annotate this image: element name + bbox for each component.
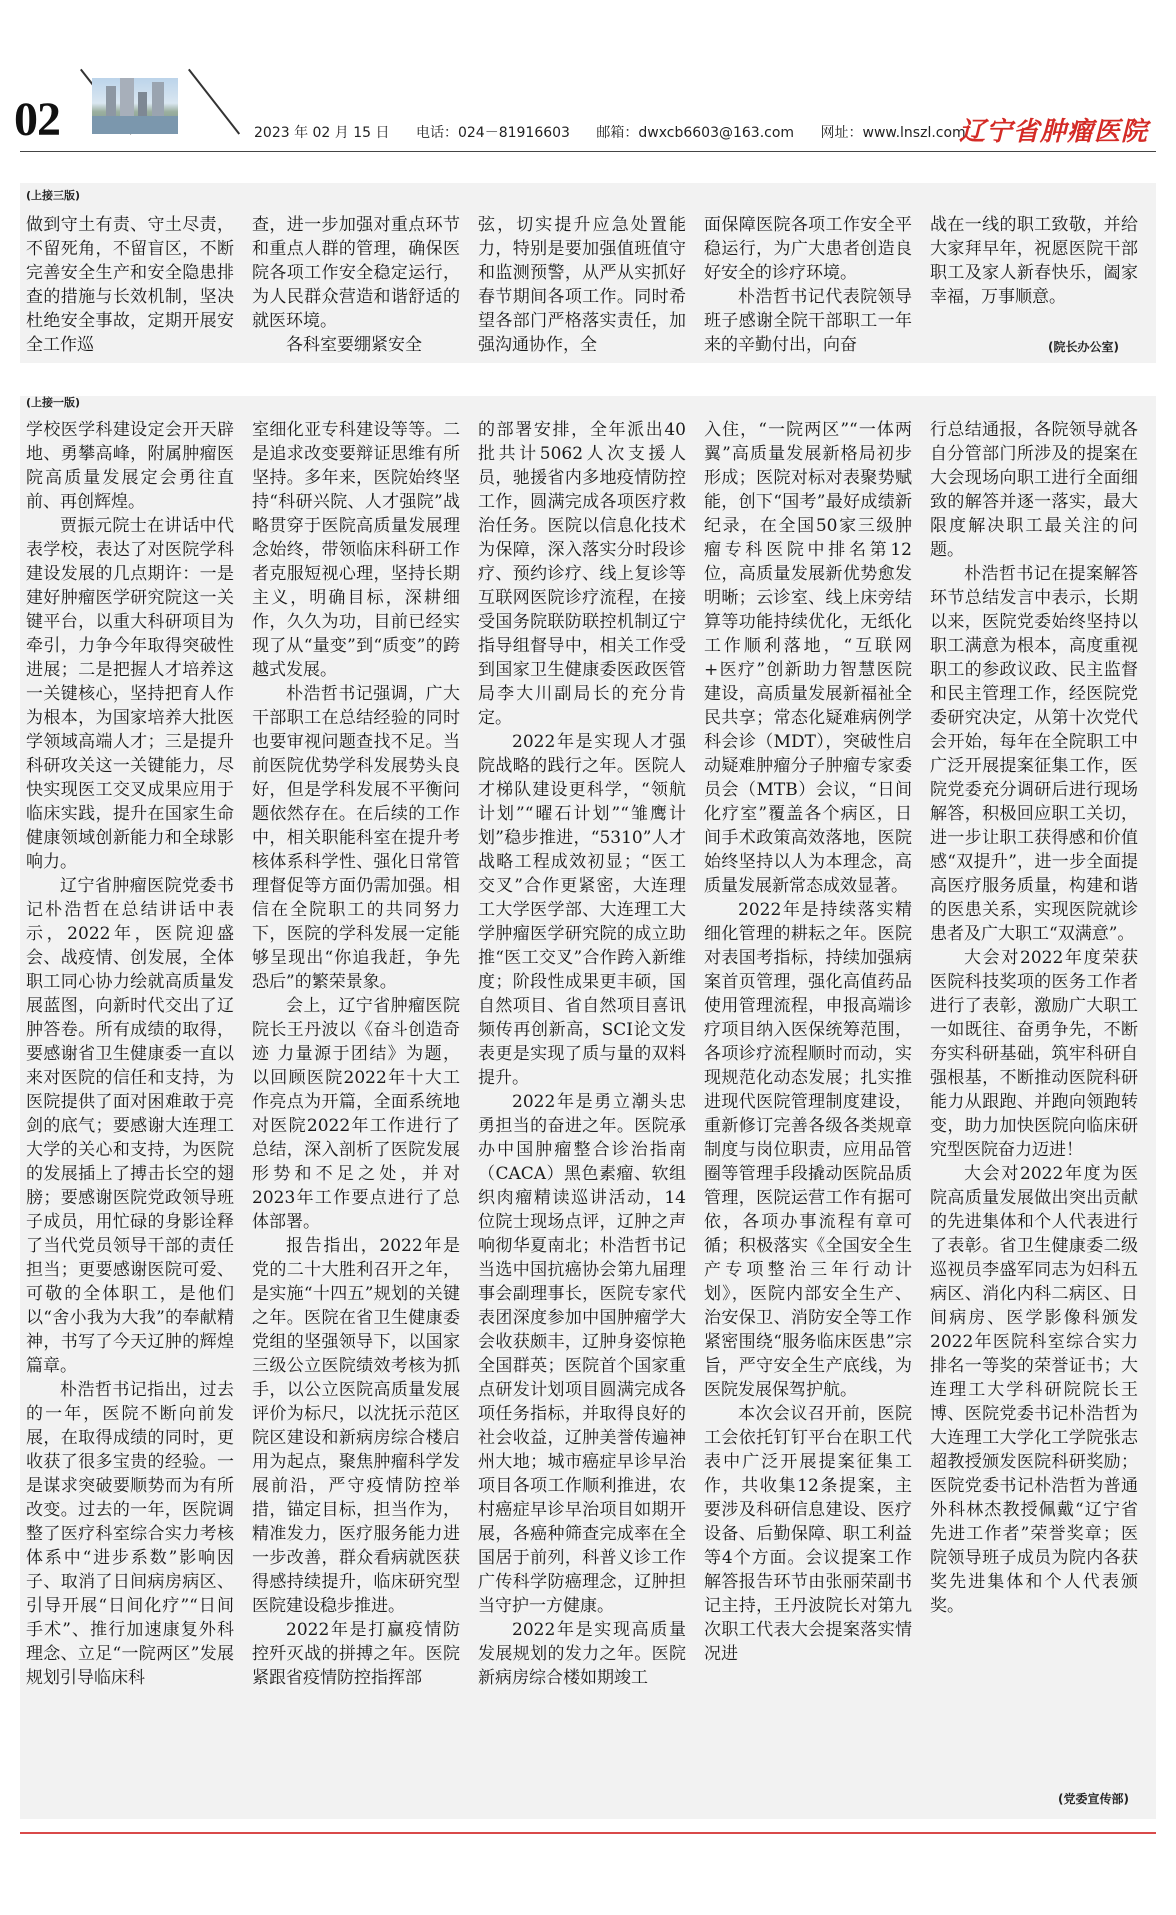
s1-c2-p1: 查，进一步加强对重点环节和重点人群的管理，确保医院各项工作安全稳定运行，为人民群众营造和谐舒适的就医环境。 <box>252 215 460 331</box>
s2-c4-p2: 2022年是持续落实精细化管理的耕耘之年。医院对表国考指标，持续加强病案首页管理，强化高值药品使用管理流程，申报高端诊疗项目纳入医保统筹范围，各项诊疗流程顺时而动，实现规范化动态发展；扎实推进现代医院管理制度建设，重新修订完善各级各类规章制度与岗位职责，应用品管圈等管理手段撬动医院品质管理，医院运营工作有据可依，各项办事流程有章可循；积极落实《全国安全生产专项整治三年行动计划》，医院内部安全生产、治安保卫、消防安全等工作紧密围绕“服务临床医患”宗旨，严守安全生产底线，为医院发展保驾护航。 <box>704 900 912 1400</box>
s2-column-2 <box>252 418 460 1690</box>
s2-c5-p2: 朴浩哲书记在提案解答环节总结发言中表示，长期以来，医院党委始终坚持以职工满意为根本，高度重视职工的参政议政、民主监督和民主管理工作，经医院党委研究决定，从第十次党代会开始，每年在全院职工中广泛开展提案征集工作，医院党委充分调研后进行现场解答，积极回应职工关切，进一步让职工获得感和价值感“双提升”，进一步全面提高医疗服务质量，构建和谐的医患关系，实现医院就诊患者及广大职工“双满意”。 <box>930 564 1138 944</box>
s2-c3-p4: 2022年是实现高质量发展规划的发力之年。医院新病房综合楼如期竣工 <box>478 1620 686 1688</box>
s2-column-3 <box>478 418 686 1690</box>
s1-c2-p2: 各科室要绷紧安全 <box>286 335 422 355</box>
s1-c4-p1: 面保障医院各项工作安全平稳运行，为广大患者创造良好安全的诊疗环境。 <box>704 215 912 283</box>
s1-c5-p1: 战在一线的职工致敬，并给大家拜早年，祝愿医院干部职工及家人新春快乐，阖家幸福，万事顺意。 <box>930 215 1138 307</box>
masthead-info <box>254 122 988 142</box>
masthead-divider-right <box>188 69 240 135</box>
s2-c1-p3: 辽宁省肿瘤医院党委书记朴浩哲在总结讲话中表示，2022年，医院迎盛会、战疫情、创发展，全体职工同心协力绘就高质量发展蓝图，向新时代交出了辽肿答卷。所有成绩的取得，要感谢省卫生健康委一直以来对医院的信任和支持，为医院提供了面对困难敢于亮剑的底气；要感谢大连理工大学的关心和支持，为医院的发展插上了搏击长空的翅膀；要感谢医院党政领导班子成员，用忙碌的身影诠释了当代党员领导干部的责任担当；更要感谢医院可爱、可敬的全体职工，是他们以“舍小我为大我”的奉献精神，书写了今天辽肿的辉煌篇章。 <box>26 876 234 1376</box>
s2-column-5 <box>930 418 1138 1618</box>
s1-c4-p2: 朴浩哲书记代表院领导班子感谢全院干部职工一年来的辛勤付出，向奋 <box>704 287 912 355</box>
s2-column-4 <box>704 418 912 1666</box>
s2-c5-p3: 大会对2022年度荣获医院科技奖项的医务工作者进行了表彰，激励广大职工一如既往、奋勇争先，不断夯实科研基础，筑牢科研自强根基，不断推动医院科研能力从跟跑、并跑向领跑转变，助力加快医院向临床研究型医院奋力迈进！ <box>930 948 1138 1160</box>
s2-c2-p2: 朴浩哲书记强调，广大干部职工在总结经验的同时也要审视问题查找不足。当前医院优势学科发展势头良好，但是学科发展不平衡问题依然存在。在后续的工作中，相关职能科室在提升考核体系科学性、强化日常管理督促等方面仍需加强。相信在全院职工的共同努力下，医院的学科发展一定能够呈现出“你追我赶，争先恐后”的繁荣景象。 <box>252 684 460 992</box>
continued-label-2: (上接一版) <box>26 396 81 409</box>
s2-c1-p2: 贾振元院士在讲话中代表学校，表达了对医院学科建设发展的几点期许：一是建好肿瘤医学研究院这一关键平台，以重大科研项目为牵引，力争今年取得突破性进展；二是把握人才培养这一关键核心，坚持把育人作为根本，为国家培养大批医学领域高端人才；三是提升科研攻关这一关键能力，尽快实现医工交叉成果应用于临床实践，提升在国家生命健康领域创新能力和全球影响力。 <box>26 516 234 872</box>
s2-c2-p1: 室细化亚专科建设等等。二是追求改变要辩证思维有所坚持。多年来，医院始终坚持“科研兴院、人才强院”战略贯穿于医院高质量发展理念始终，带领临床科研工作者克服短视心理，坚持长期主义，明确目标，深耕细作，久久为功，目前已经实现了从“量变”到“质变”的跨越式发展。 <box>252 420 460 680</box>
s2-c5-p1: 行总结通报，各院领导就各自分管部门所涉及的提案在大会现场向职工进行全面细致的解答并逐一落实，最大限度解决职工最关注的问题。 <box>930 420 1138 560</box>
s1-column-1 <box>26 213 234 357</box>
s2-c1-p1: 学校医学科建设定会开天辟地、勇攀高峰，附属肿瘤医院高质量发展定会勇往直前、再创辉煌。 <box>26 420 234 512</box>
hospital-photo <box>92 78 178 134</box>
issue-date: 2023 年 02 月 15 日 <box>254 125 390 141</box>
s2-c5-p4: 大会对2022年度为医院高质量发展做出突出贡献的先进集体和个人代表进行了表彰。省卫生健康委二级巡视员李盛军同志为妇科五病区、消化内科二病区、日间病房、医学影像科颁发2022年医院科室综合实力排名一等奖的荣誉证书；大连理工大学科研院院长王博、医院党委书记朴浩哲为大连理工大学化工学院张志超教授颁发医院科研奖励；医院党委书记朴浩哲为普通外科林杰教授佩戴“辽宁省先进工作者”荣誉奖章；医院领导班子成员为院内各获奖先进集体和个人代表颁奖。 <box>930 1164 1138 1616</box>
header-rule <box>20 151 1156 152</box>
s2-column-1 <box>26 418 234 1690</box>
masthead <box>0 60 1176 150</box>
s2-c4-p3: 本次会议召开前，医院工会依托钉钉平台在职工代表中广泛开展提案征集工作，共收集12条提案，主要涉及科研信息建设、医疗设备、后勤保障、职工利益等4个方面。会议提案工作解答报告环节由张丽荣副书记主持，王丹波院长对第九次职工代表大会提案落实情况进 <box>704 1404 912 1664</box>
s1-c3-p1: 弦，切实提升应急处置能力，特别是要加强值班值守和监测预警，从严从实抓好春节期间各项工作。同时希望各部门严格落实责任，加强沟通协作，全 <box>478 215 686 355</box>
s2-c1-p4: 朴浩哲书记指出，过去的一年，医院不断向前发展，在取得成绩的同时，更收获了很多宝贵的经验。一是谋求突破要顺势而为有所改变。过去的一年，医院调整了医疗科室综合实力考核体系中“进步系数”影响因子、取消了日间病房病区、引导开展“日间化疗”“日间手术”、推行加速康复外科理念、立足“一院两区”发展规划引导临床科 <box>26 1380 234 1688</box>
signoff-1: (院长办公室) <box>1048 340 1119 354</box>
hospital-logo-text: 辽宁省肿瘤医院 <box>958 117 1148 147</box>
s2-c2-p5: 2022年是打赢疫情防控歼灭战的拼搏之年。医院紧跟省疫情防控指挥部 <box>252 1620 460 1688</box>
page-number: 02 <box>14 93 60 146</box>
s2-c2-p3: 会上，辽宁省肿瘤医院院长王丹波以《奋斗创造奇迹 力量源于团结》为题，以回顾医院2022年十大工作亮点为开篇，全面系统地对医院2022年工作进行了总结，深入剖析了医院发展形势和不足之处，并对2023年工作要点进行了总体部署。 <box>252 996 460 1232</box>
phone-number: 电话：024－81916603 <box>415 125 570 141</box>
s1-column-2 <box>252 213 460 357</box>
s2-c3-p3: 2022年是勇立潮头忠勇担当的奋进之年。医院承办中国肿瘤整合诊治指南（CACA）黑色素瘤、软组织肉瘤精读巡讲活动，14位院士现场点评，辽肿之声响彻华夏南北；朴浩哲书记当选中国抗癌协会第九届理事会副理事长，医院专家代表团深度参加中国肿瘤学大会收获颇丰，辽肿身姿惊艳全国群英；医院首个国家重点研发计划项目圆满完成各项任务指标，并取得良好的社会收益，辽肿美誉传遍神州大地；城市癌症早诊早治项目各项工作顺利推进，农村癌症早诊早治项目如期开展，各癌种筛查完成率在全国居于前列，科普义诊工作广传科学防癌理念，辽肿担当守护一方健康。 <box>478 1092 686 1616</box>
s2-c3-p2: 2022年是实现人才强院战略的践行之年。医院人才梯队建设更科学，“领航计划”“曜石计划”“雏鹰计划”稳步推进，“5310”人才战略工程成效初显；“医工交叉”合作更紧密，大连理工大学医学部、大连理工大学肿瘤医学研究院的成立助推“医工交叉”合作跨入新维度；阶段性成果更丰硕，国自然项目、省自然项目喜讯频传再创新高，SCI论文发表更是实现了质与量的双料提升。 <box>478 732 686 1088</box>
s1-column-3 <box>478 213 686 357</box>
s2-c4-p1: 入住，“一院两区”“一体两翼”高质量发展新格局初步形成；医院对标对表聚势赋能，创下“国考”最好成绩新纪录，在全国50家三级肿瘤专科医院中排名第12位，高质量发展新优势愈发明晰；云诊室、线上床旁结算等功能持续优化，无纸化工作顺利落地，“互联网+医疗”创新助力智慧医院建设，高质量发展新福祉全民共享；常态化疑难病例学科会诊（MDT），突破性启动疑难肿瘤分子肿瘤专家委员会（MTB）会议，“日间化疗室”覆盖各个病区，日间手术政策高效落地，医院始终坚持以人为本理念，高质量发展新常态成效显著。 <box>704 420 912 896</box>
signoff-2: (党委宣传部) <box>1058 1792 1129 1806</box>
s2-c2-p4: 报告指出，2022年是党的二十大胜利召开之年，是实施“十四五”规划的关键之年。医院在省卫生健康委党组的坚强领导下，以国家三级公立医院绩效考核为抓手，以公立医院高质量发展评价为标尺，以沈抚示范区院区建设和新病房综合楼启用为起点，聚焦肿瘤科学发展前沿，严守疫情防控举措，锚定目标，担当作为，精准发力，医疗服务能力进一步改善，群众看病就医获得感持续提升，临床研究型医院建设稳步推进。 <box>252 1236 460 1616</box>
s1-column-4 <box>704 213 912 357</box>
website: 网址：www.lnszl.com <box>820 125 966 141</box>
continued-label-1: (上接三版) <box>26 189 81 202</box>
s2-c3-p1: 的部署安排，全年派出40批共计5062人次支援人员，驰援省内多地疫情防控工作，圆满完成各项医疗救治任务。医院以信息化技术为保障，深入落实分时段诊疗、预约诊疗、线上复诊等互联网医院诊疗流程，在接受国务院联防联控机制辽宁指导组督导中，相关工作受到国家卫生健康委医政医管局李大川副局长的充分肯定。 <box>478 420 686 728</box>
footer-rule <box>20 1832 1156 1834</box>
s1-column-5 <box>930 213 1138 309</box>
email-address: 邮箱：dwxcb6603@163.com <box>596 125 795 141</box>
s1-c1-p1: 做到守土有责、守土尽责，不留死角，不留盲区，不断完善安全生产和安全隐患排查的措施与长效机制，坚决杜绝安全事故，定期开展安全工作巡 <box>26 215 234 355</box>
